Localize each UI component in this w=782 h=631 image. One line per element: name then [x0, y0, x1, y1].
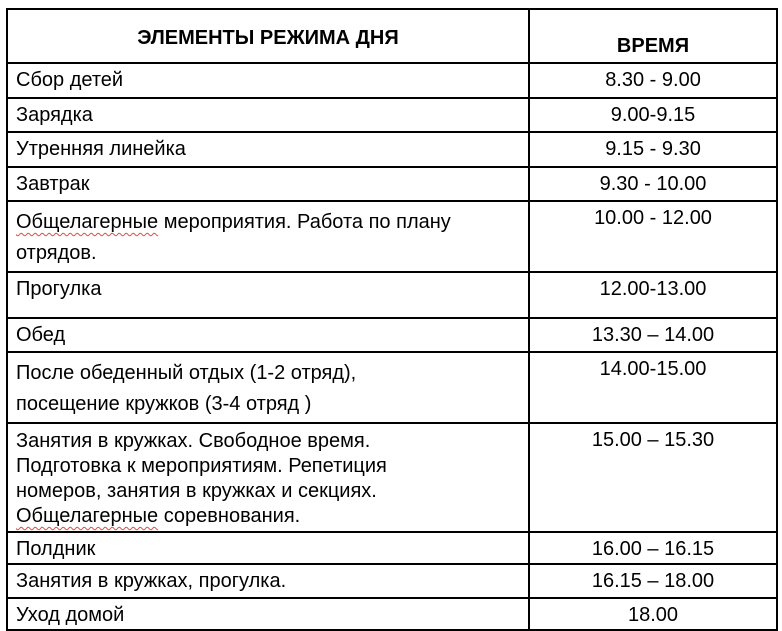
misspelled-word: Общелагерные [16, 505, 159, 527]
activity-cell [7, 352, 529, 423]
activity-cell: Обед [7, 318, 529, 352]
table-row [7, 201, 777, 272]
activity-cell: Прогулка [7, 272, 529, 318]
activity-line [16, 207, 520, 238]
schedule-table [6, 8, 778, 631]
activity-line [16, 504, 520, 529]
table-row [7, 423, 777, 532]
table-row [7, 132, 777, 167]
activity-line: После обеденный отдых (1-2 отряд), [16, 362, 357, 384]
activity-cell [7, 423, 529, 532]
activity-line: номеров, занятия в кружках и секциях. [16, 480, 377, 502]
time-cell: 8.30 - 9.00 [529, 63, 777, 98]
activity-cell: Занятия в кружках, прогулка. [7, 564, 529, 598]
time-cell: 9.30 - 10.00 [529, 167, 777, 201]
activity-cell [7, 201, 529, 272]
activity-text: соревнования. [158, 505, 301, 527]
header-elements: ЭЛЕМЕНТЫ РЕЖИМА ДНЯ [7, 9, 529, 63]
misspelled-word: Общелагерные [16, 211, 159, 233]
activity-cell: Сбор детей [7, 63, 529, 98]
time-cell: 15.00 – 15.30 [529, 423, 777, 532]
activity-line: отрядов. [16, 242, 97, 264]
table-row [7, 564, 777, 598]
time-cell: 12.00-13.00 [529, 272, 777, 318]
activity-cell: Полдник [7, 532, 529, 564]
activity-cell: Завтрак [7, 167, 529, 201]
activity-line: посещение кружков (3-4 отряд ) [16, 393, 312, 415]
table-row [7, 598, 777, 630]
activity-line: Занятия в кружках. Свободное время. [16, 430, 371, 452]
activity-cell: Утренняя линейка [7, 132, 529, 167]
table-row [7, 63, 777, 98]
table-row [7, 532, 777, 564]
table-row [7, 318, 777, 352]
activity-line: Подготовка к мероприятиям. Репетиция [16, 455, 387, 477]
time-cell: 9.15 - 9.30 [529, 132, 777, 167]
table-row [7, 272, 777, 318]
time-cell: 9.00-9.15 [529, 98, 777, 132]
time-cell: 16.15 – 18.00 [529, 564, 777, 598]
table-row [7, 167, 777, 201]
time-cell: 10.00 - 12.00 [529, 201, 777, 272]
activity-text: мероприятия. Работа по плану [158, 211, 451, 233]
table-row [7, 352, 777, 423]
time-cell: 16.00 – 16.15 [529, 532, 777, 564]
header-time: ВРЕМЯ [529, 9, 777, 63]
activity-cell: Зарядка [7, 98, 529, 132]
time-cell: 14.00-15.00 [529, 352, 777, 423]
time-cell: 13.30 – 14.00 [529, 318, 777, 352]
time-cell: 18.00 [529, 598, 777, 630]
table-row [7, 98, 777, 132]
table-header-row [7, 9, 777, 63]
activity-cell: Уход домой [7, 598, 529, 630]
